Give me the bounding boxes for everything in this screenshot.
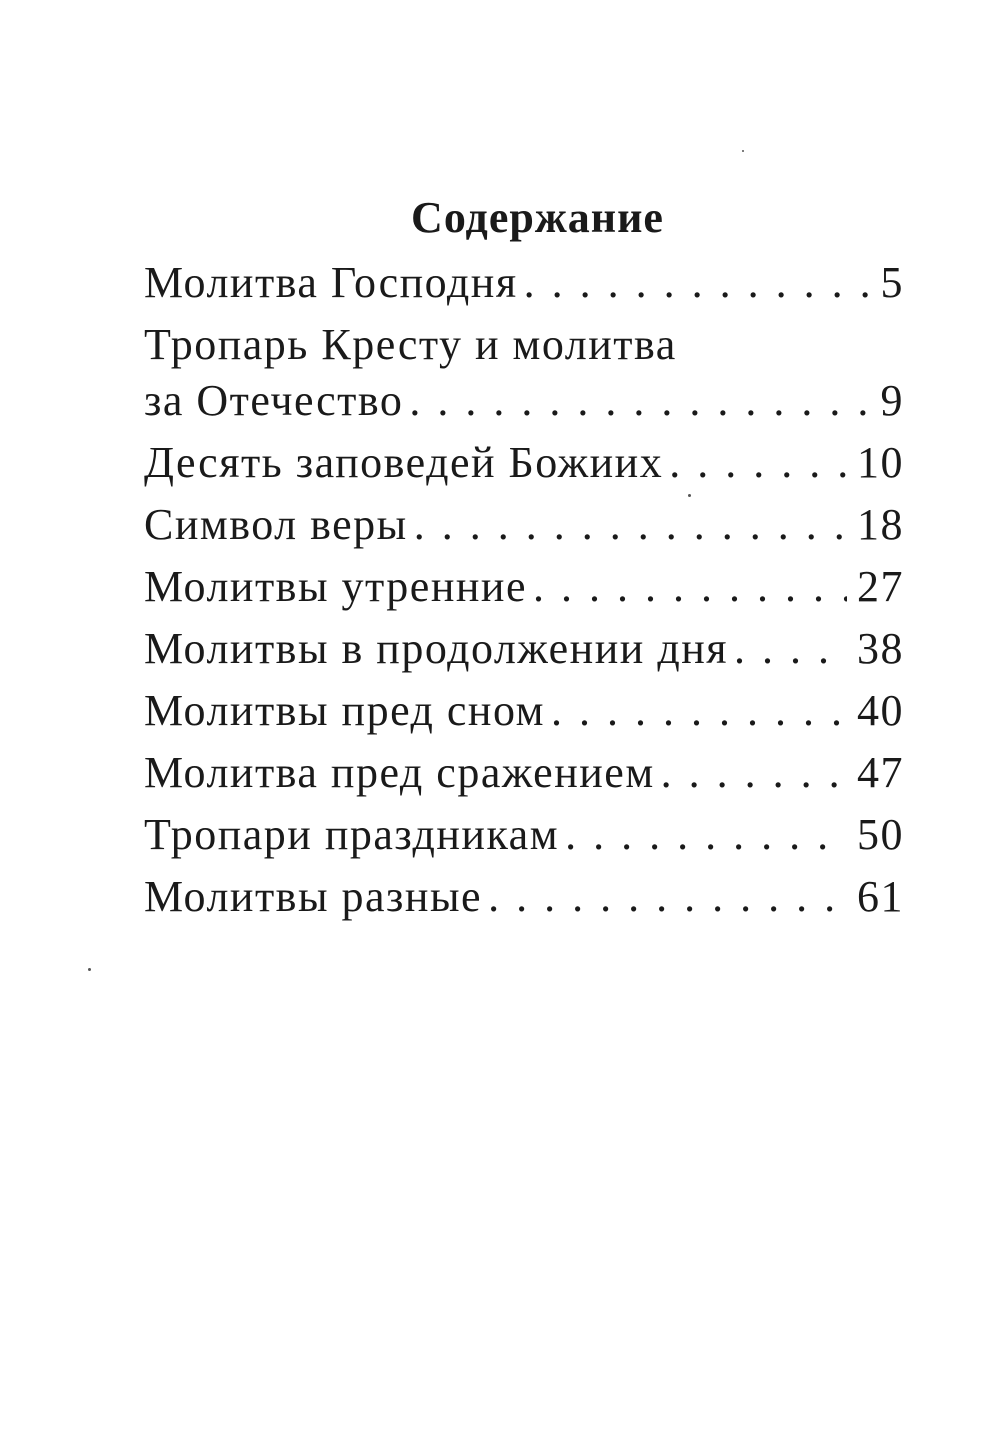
table-of-contents: [144, 252, 904, 928]
print-speck: [742, 150, 744, 152]
toc-entry-page: 18: [857, 500, 904, 549]
toc-entry-page: 40: [857, 686, 904, 735]
toc-entry-page: 50: [857, 810, 904, 859]
toc-entry-title: Молитвы в продолжении дня: [144, 624, 728, 673]
toc-entry-title: Молитвы пред сном: [144, 686, 545, 735]
toc-entry-title: Молитва пред сражением: [144, 748, 655, 797]
toc-entry-title: Молитвы утренние: [144, 562, 527, 611]
toc-entry-title-line1: Тропарь Кресту и молитва: [144, 320, 677, 369]
toc-entry-page: 47: [857, 748, 904, 797]
toc-entry: [144, 432, 904, 494]
toc-entry-title: за Отечество: [144, 376, 404, 425]
toc-entry-page: 27: [857, 562, 904, 611]
toc-entry: [144, 314, 904, 432]
toc-entry-page: 9: [880, 376, 904, 425]
dot-leader: [559, 804, 847, 866]
toc-entry: [144, 866, 904, 928]
toc-entry: [144, 742, 904, 804]
toc-entry-title: Десять заповедей Божиих: [144, 438, 664, 487]
contents-heading: Содержание: [411, 193, 664, 242]
toc-entry-title: Молитва Господня: [144, 258, 518, 307]
dot-leader: [408, 494, 847, 556]
toc-entry-page: 61: [857, 872, 904, 921]
print-speck: [688, 494, 691, 497]
toc-entry: [144, 494, 904, 556]
toc-entry-title: Тропари праздникам: [144, 810, 560, 859]
toc-entry-title: Символ веры: [144, 500, 408, 549]
dot-leader: [728, 618, 847, 680]
dot-leader: [655, 742, 847, 804]
dot-leader: [518, 252, 871, 314]
print-speck: [88, 968, 91, 971]
dot-leader: [663, 432, 847, 494]
dot-leader: [482, 866, 847, 928]
toc-entry: [144, 556, 904, 618]
dot-leader: [527, 556, 847, 618]
dot-leader: [403, 370, 870, 432]
toc-entry: [144, 252, 904, 314]
toc-entry: [144, 680, 904, 742]
toc-entry-page: 5: [880, 258, 904, 307]
dot-leader: [545, 680, 847, 742]
toc-entry-page: 38: [857, 624, 904, 673]
toc-entry: [144, 804, 904, 866]
toc-entry: [144, 618, 904, 680]
toc-entry-title: Молитвы разные: [144, 872, 483, 921]
toc-entry-page: 10: [857, 438, 904, 487]
